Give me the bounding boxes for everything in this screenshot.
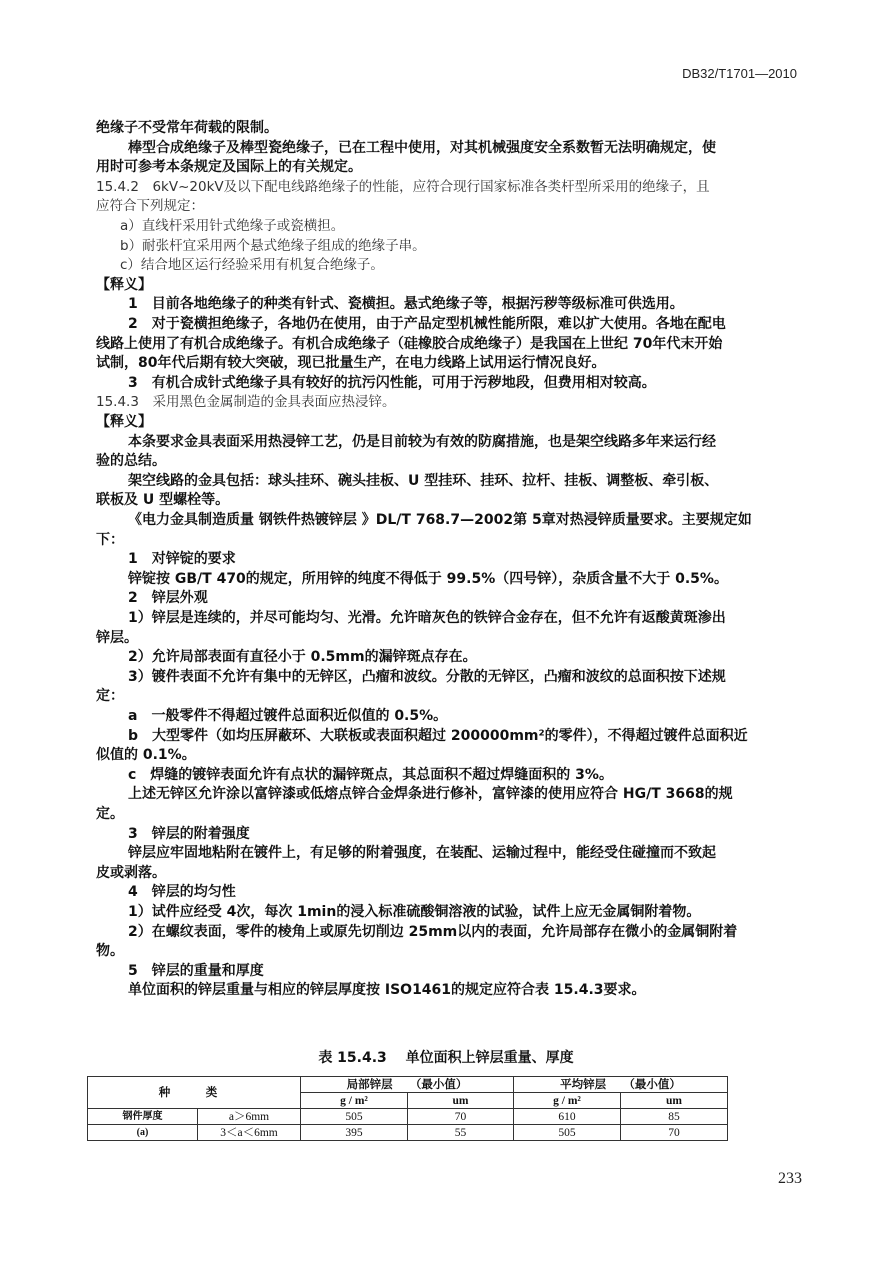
- row-group-label: 钢件厚度: [88, 1109, 198, 1125]
- page-number: 233: [778, 1170, 802, 1187]
- text-line: b 大型零件（如均压屏蔽环、大联板或表面积超过 200000mm²的零件），不得超过镀件总面积近: [128, 727, 748, 744]
- text-line: c）结合地区运行经验采用有机复合绝缘子。: [120, 257, 384, 274]
- text-line: b）耐张杆宜采用两个悬式绝缘子组成的绝缘子串。: [120, 237, 426, 254]
- text-line: 3）镀件表面不允许有集中的无锌区，凸瘤和波纹。分散的无锌区，凸瘤和波纹的总面积按下述规: [128, 668, 726, 685]
- local-weight-value: 395: [301, 1125, 408, 1141]
- text-line: 1 对锌锭的要求: [128, 551, 236, 568]
- text-line: 似值的 0.1%。: [96, 747, 196, 764]
- text-line: 应符合下列规定：: [96, 198, 204, 215]
- text-line: 2）允许局部表面有直径小于 0.5mm的漏锌斑点存在。: [128, 649, 477, 666]
- text-line: 验的总结。: [96, 453, 166, 470]
- text-line: 《电力金具制造质量 钢铁件热镀锌层 》DL/T 768.7—2002第 5章对热浸锌质量要求。主要规定如: [128, 512, 752, 528]
- text-line: 试制，80年代后期有较大突破，现已批量生产，在电力线路上试用运行情况良好。: [96, 355, 606, 372]
- text-line: 【释义】: [96, 414, 152, 430]
- row-group-sublabel: (a): [88, 1125, 198, 1141]
- text-line: 下：: [96, 531, 124, 548]
- header-average-layer: 平均锌层 （最小值）: [514, 1077, 728, 1093]
- text-line: 2 锌层外观: [128, 590, 208, 607]
- header-local-weight-unit: g / m²: [301, 1093, 408, 1109]
- text-line: 用时可参考本条规定及国际上的有关规定。: [96, 159, 362, 176]
- local-weight-value: 505: [301, 1109, 408, 1125]
- thickness-range: a＞6mm: [198, 1109, 301, 1125]
- text-line: 1）锌层是连续的，并尽可能均匀、光滑。允许暗灰色的铁锌合金存在，但不允许有返酸黄斑渗出: [128, 610, 726, 626]
- text-line: 线路上使用了有机合成绝缘子。有机合成绝缘子（硅橡胶合成绝缘子）是我国在上世纪 70年代末开始: [96, 335, 723, 352]
- text-line: 2 对于瓷横担绝缘子，各地仍在使用，由于产品定型机械性能所限，难以扩大使用。各地在配电: [128, 316, 726, 332]
- header-kind: 种 类: [88, 1077, 301, 1109]
- table-title: 表 15.4.3 单位面积上锌层重量、厚度: [318, 1050, 574, 1066]
- text-line: 【释义】: [96, 276, 152, 293]
- text-line: 本条要求金具表面采用热浸锌工艺，仍是目前较为有效的防腐措施，也是架空线路多年来运行经: [128, 433, 716, 450]
- text-line: a 一般零件不得超过镀件总面积近似值的 0.5%。: [128, 708, 448, 724]
- text-line: 1）试件应经受 4次，每次 1min的浸入标准硫酸铜溶液的试验，试件上应无金属铜附着物。: [128, 904, 701, 920]
- header-average-thickness-unit: um: [621, 1093, 728, 1109]
- text-line: 锌锭按 GB/T 470的规定，所用锌的纯度不得低于 99.5%（四号锌），杂质含量不大于 0.5%。: [128, 570, 728, 587]
- header-local-layer: 局部锌层 （最小值）: [301, 1077, 514, 1093]
- table-row: [88, 1125, 728, 1141]
- text-line: 绝缘子不受常年荷载的限制。: [96, 120, 278, 136]
- average-weight-value: 505: [514, 1125, 621, 1141]
- text-line: 5 锌层的重量和厚度: [128, 962, 264, 979]
- text-line: 锌层。: [96, 629, 138, 646]
- header-local-thickness-unit: um: [408, 1093, 514, 1109]
- document-code: DB32/T1701—2010: [682, 66, 797, 81]
- text-line: 3 锌层的附着强度: [128, 825, 250, 842]
- text-line: a）直线杆采用针式绝缘子或瓷横担。: [120, 218, 345, 234]
- text-line: 联板及 U 型螺栓等。: [96, 492, 230, 509]
- text-line: 3 有机合成针式绝缘子具有较好的抗污闪性能，可用于污秽地段，但费用相对较高。: [128, 374, 656, 391]
- text-line: 15.4.2 6kV~20kV及以下配电线路绝缘子的性能，应符合现行国家标准各类杆型所采用的绝缘子，且: [96, 178, 710, 195]
- text-line: 2）在螺纹表面，零件的棱角上或原先切削边 25mm以内的表面，允许局部存在微小的金属铜附着: [128, 923, 738, 940]
- average-thickness-value: 85: [621, 1109, 728, 1125]
- text-line: 上述无锌区允许涂以富锌漆或低熔点锌合金焊条进行修补，富锌漆的使用应符合 HG/T 3668的规: [128, 786, 733, 803]
- text-line: 架空线路的金具包括：球头挂环、碗头挂板、U 型挂环、挂环、拉杆、挂板、调整板、牵引板、: [128, 472, 719, 489]
- thickness-range: 3＜a＜6mm: [198, 1125, 301, 1141]
- header-average-weight-unit: g / m²: [514, 1093, 621, 1109]
- text-line: 1 目前各地绝缘子的种类有针式、瓷横担。悬式绝缘子等，根据污秽等级标准可供选用。: [128, 296, 684, 313]
- text-line: 定：: [96, 688, 124, 705]
- text-line: 物。: [96, 943, 124, 960]
- text-line: 4 锌层的均匀性: [128, 884, 236, 901]
- text-line: 定。: [96, 806, 124, 822]
- local-thickness-value: 55: [408, 1125, 514, 1141]
- text-line: 皮或剥落。: [96, 864, 166, 881]
- zinc-layer-table: [87, 1076, 728, 1141]
- text-line: c 焊缝的镀锌表面允许有点状的漏锌斑点，其总面积不超过焊缝面积的 3%。: [128, 766, 613, 783]
- average-weight-value: 610: [514, 1109, 621, 1125]
- text-line: 棒型合成绝缘子及棒型瓷绝缘子，已在工程中使用，对其机械强度安全系数暂无法明确规定，使: [128, 139, 716, 156]
- local-thickness-value: 70: [408, 1109, 514, 1125]
- text-line: 单位面积的锌层重量与相应的锌层厚度按 ISO1461的规定应符合表 15.4.3要求。: [128, 982, 646, 999]
- table-row: [88, 1109, 728, 1125]
- text-line: 15.4.3 采用黑色金属制造的金具表面应热浸锌。: [96, 394, 396, 411]
- average-thickness-value: 70: [621, 1125, 728, 1141]
- text-line: 锌层应牢固地粘附在镀件上，有足够的附着强度，在装配、运输过程中，能经受住碰撞而不致起: [128, 845, 716, 862]
